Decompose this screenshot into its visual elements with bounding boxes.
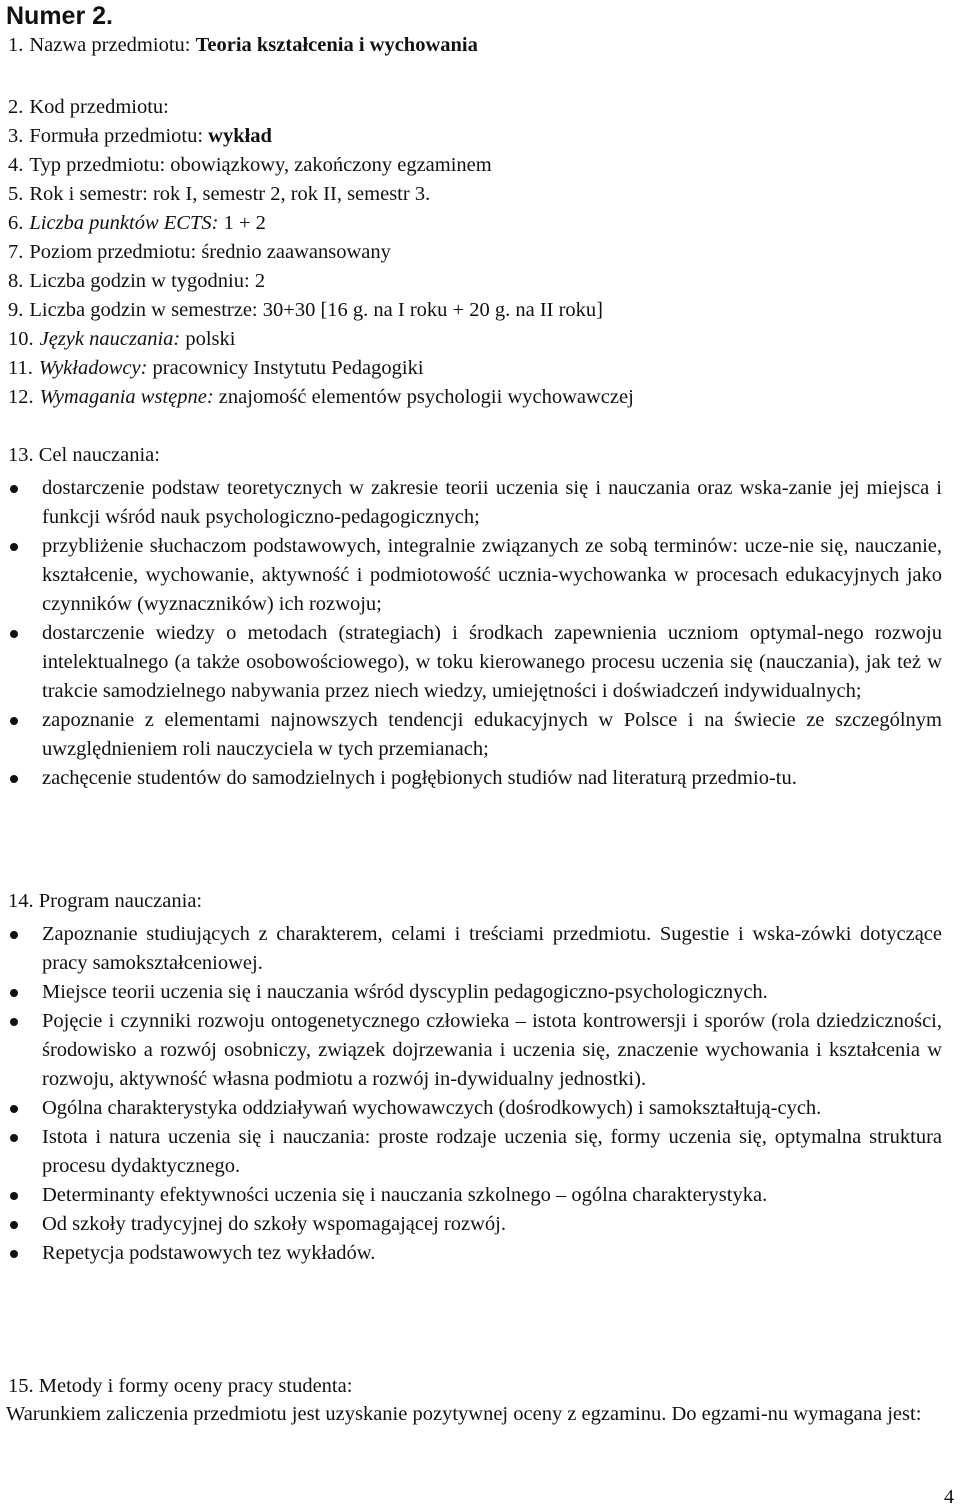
list-item: Determinanty efektywności uczenia się i nauczania szkolnego – ogólna charakterystyka. (0, 1181, 960, 1210)
section-13-heading: 13. Cel nauczania: (8, 444, 160, 466)
list-item: Miejsce teorii uczenia się i nauczania wśród dyscyplin pedagogiczno-psychologicznych. (0, 978, 960, 1007)
list-item: dostarczenie wiedzy o metodach (strategiach) i środkach zapewnienia uczniom optymal-nego rozwoju intelektualnego (a także osobowościowego), w toku kierowanego procesu uczenia się (nauczania), jak też w trakcie samodzielnego nabywania przez niech wiedzy, umiejętności i doświadczeń indywidualnych; (0, 619, 960, 706)
list-item: przybliżenie słuchaczom podstawowych, integralnie związanych ze sobą terminów: ucze-nie się, nauczanie, kształcenie, wychowanie, aktywność i podmiotowość ucznia-wychowanka w procesach edukacyjnych jako czynników (wyznaczników) ich rozwoju; (0, 532, 960, 619)
item-11: 11. Wykładowcy: pracownicy Instytutu Pedagogiki (8, 357, 424, 379)
item-4: 4. Typ przedmiotu: obowiązkowy, zakończony egzaminem (8, 154, 492, 176)
item-6: 6. Liczba punktów ECTS: 1 + 2 (8, 212, 266, 234)
item-8: 8. Liczba godzin w tygodniu: 2 (8, 270, 266, 292)
section-13-list (0, 474, 960, 793)
item-3: 3. Formuła przedmiotu: wykład (8, 125, 272, 147)
list-item: zapoznanie z elementami najnowszych tendencji edukacyjnych w Polsce i na świecie ze szczególnym uwzględnieniem roli nauczyciela w tych przemianach; (0, 706, 960, 764)
section-14-list (0, 920, 960, 1268)
list-item: Pojęcie i czynniki rozwoju ontogenetycznego człowieka – istota kontrowersji i sporów (rola dziedziczności, środowisko a rozwój osobniczy, związek dojrzewania i uczenia się, znaczenie wychowania i kształcenia w rozwoju, aktywność własna podmiotu a rozwój in-dywidualny jednostki). (0, 1007, 960, 1094)
list-item: zachęcenie studentów do samodzielnych i pogłębionych studiów nad literaturą przedmio-tu. (0, 764, 960, 793)
list-item: Istota i natura uczenia się i nauczania: proste rodzaje uczenia się, formy uczenia się, optymalna struktura procesu dydaktycznego. (0, 1123, 960, 1181)
item-7: 7. Poziom przedmiotu: średnio zaawansowany (8, 241, 391, 263)
item-2: 2. Kod przedmiotu: (8, 96, 169, 118)
list-item: dostarczenie podstaw teoretycznych w zakresie teorii uczenia się i nauczania oraz wska-zanie jej miejsca i funkcji wśród nauk psychologiczno-pedagogicznych; (0, 474, 960, 532)
section-15-heading: 15. Metody i formy oceny pracy studenta: (8, 1375, 353, 1397)
document-title: Numer 2. (6, 2, 113, 30)
list-item: Repetycja podstawowych tez wykładów. (0, 1239, 960, 1268)
section-14-heading: 14. Program nauczania: (8, 890, 203, 912)
page-number: 4 (944, 1486, 954, 1508)
list-item: Od szkoły tradycyjnej do szkoły wspomagającej rozwój. (0, 1210, 960, 1239)
list-item: Zapoznanie studiujących z charakterem, celami i treściami przedmiotu. Sugestie i wska-zówki dotyczące pracy samokształceniowej. (0, 920, 960, 978)
item-10: 10. Język nauczania: polski (8, 328, 236, 350)
item-12: 12. Wymagania wstępne: znajomość elementów psychologii wychowawczej (8, 386, 634, 408)
list-item: Ogólna charakterystyka oddziaływań wychowawczych (dośrodkowych) i samokształtują-cych. (0, 1094, 960, 1123)
section-15-text: Warunkiem zaliczenia przedmiotu jest uzyskanie pozytywnej oceny z egzaminu. Do egzami-nu wymagana jest: (6, 1403, 922, 1425)
item-5: 5. Rok i semestr: rok I, semestr 2, rok II, semestr 3. (8, 183, 431, 205)
item-9: 9. Liczba godzin w semestrze: 30+30 [16 g. na I roku + 20 g. na II roku] (8, 299, 603, 321)
item-1: 1. Nazwa przedmiotu: Teoria kształcenia i wychowania (8, 34, 478, 56)
